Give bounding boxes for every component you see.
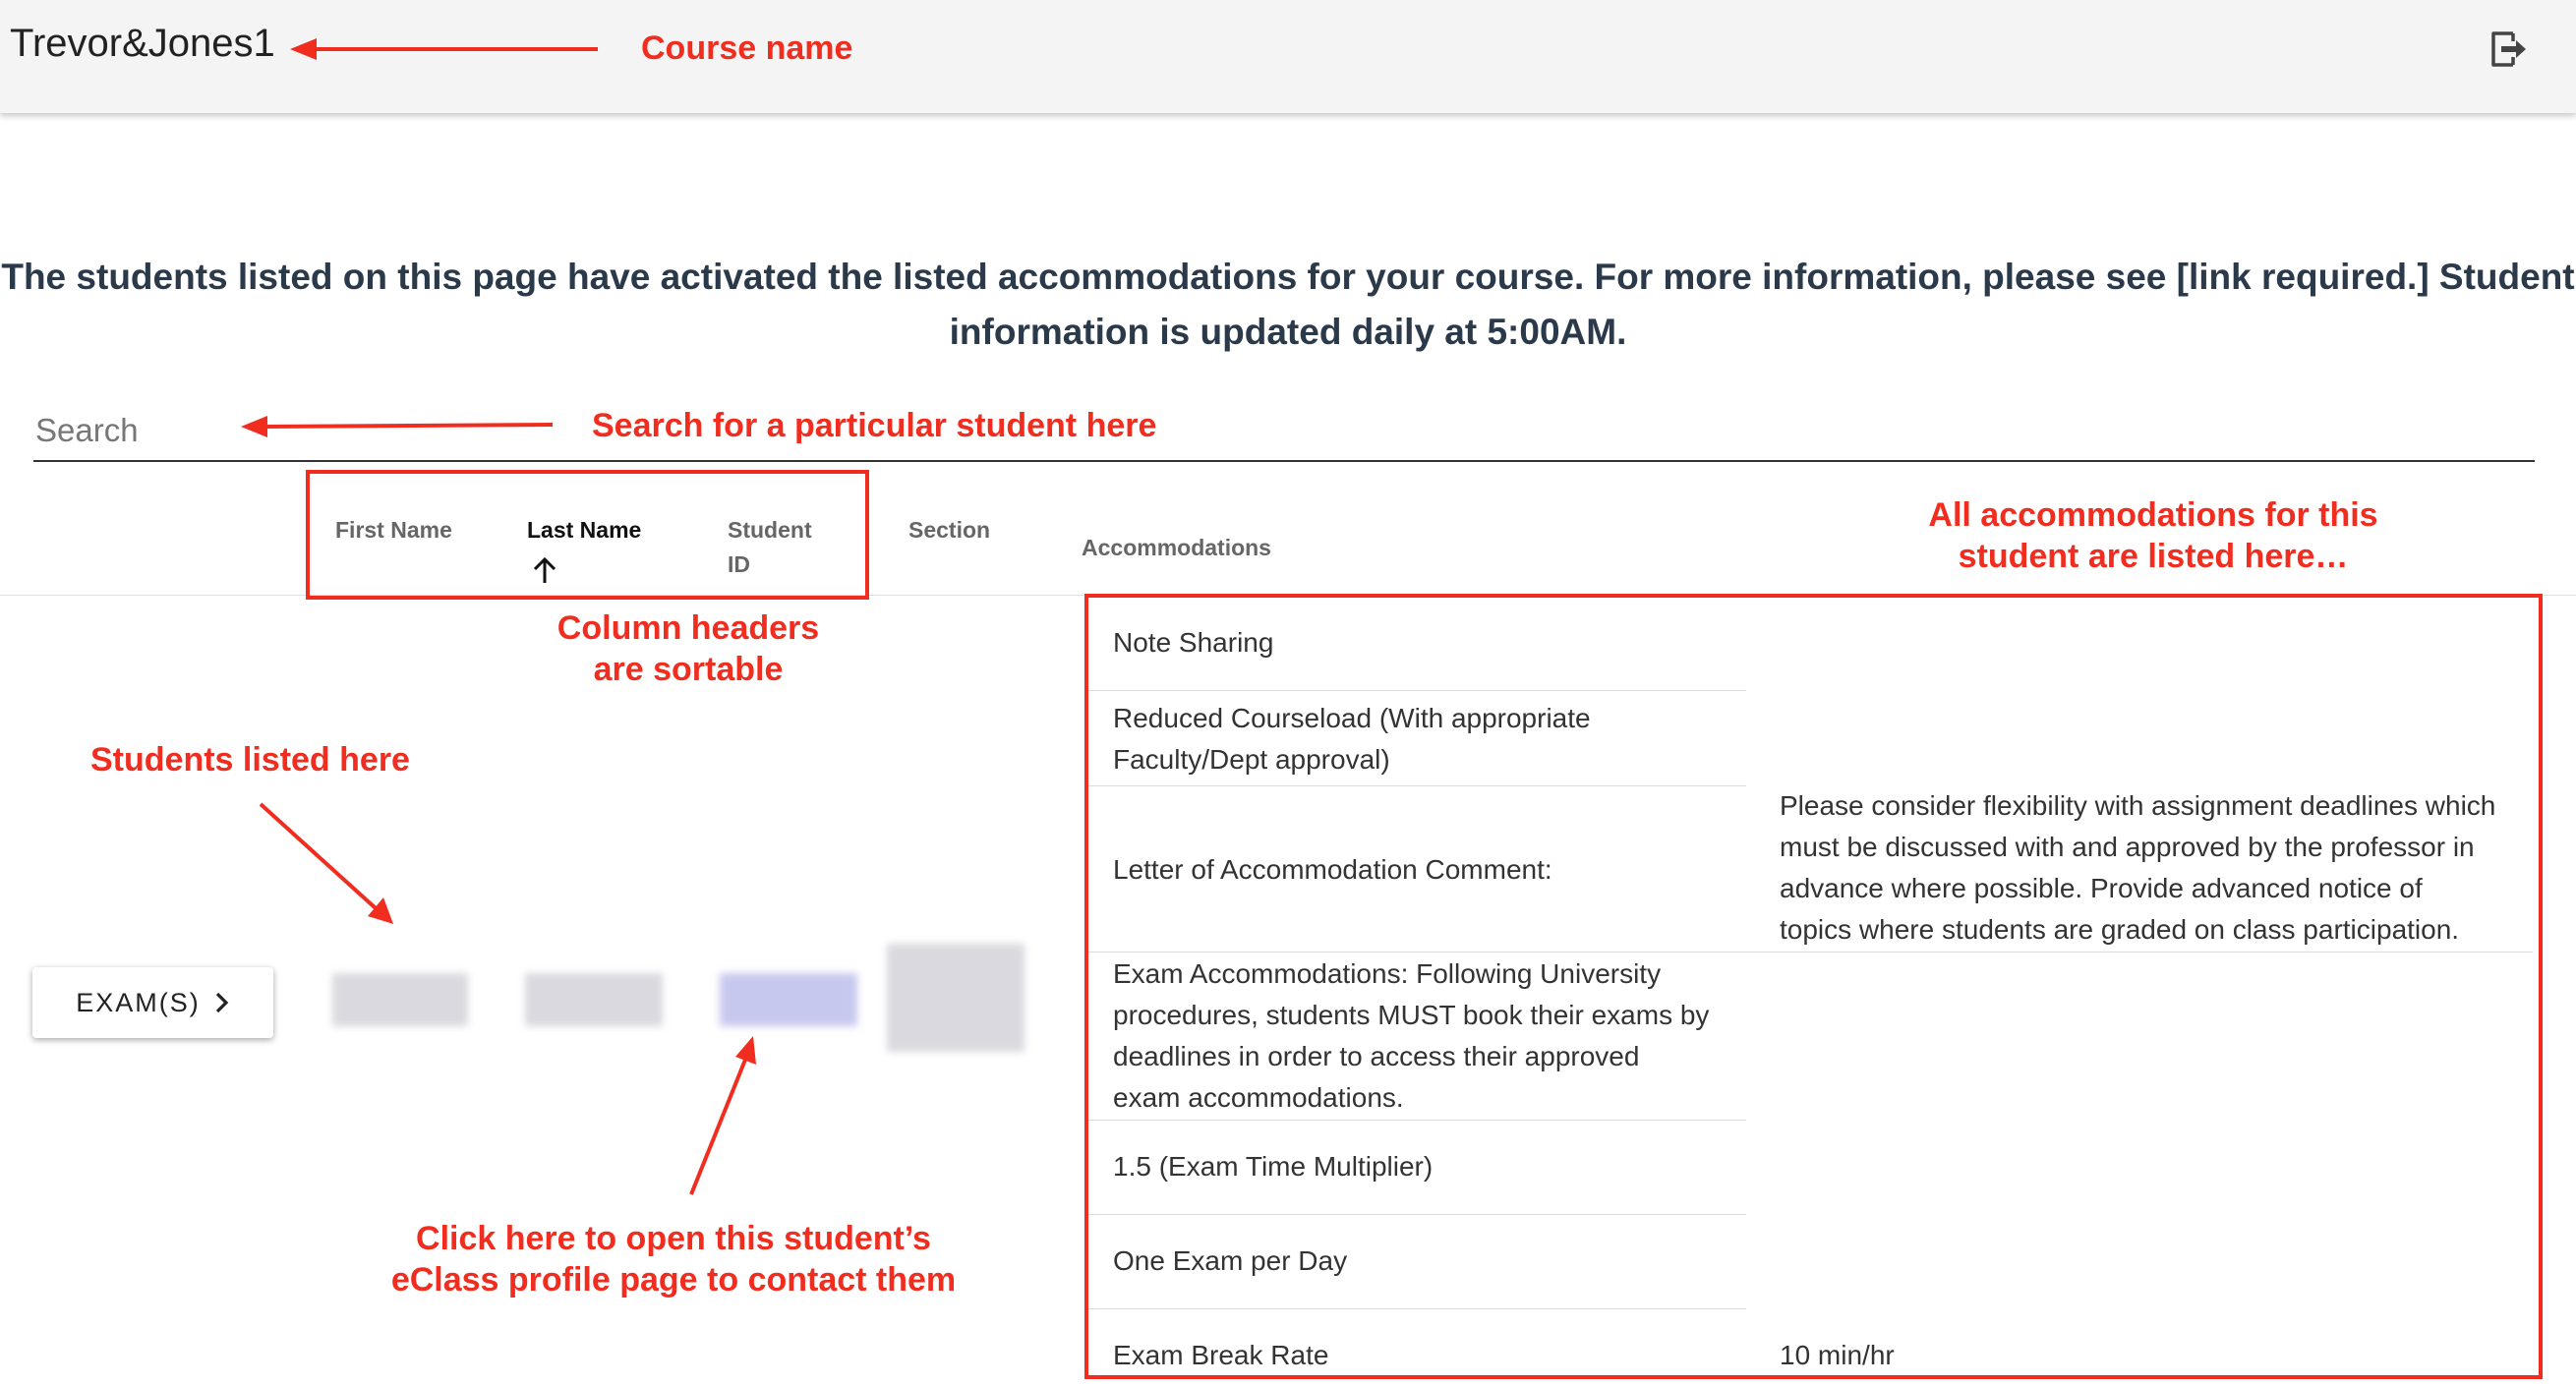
accommodation-value-line: Please consider flexibility with assignment deadlines which <box>1780 790 2496 821</box>
chevron-right-icon <box>214 991 230 1014</box>
course-title: Trevor&Jones1 <box>10 22 275 65</box>
arrow-profile <box>691 1060 745 1194</box>
student-id-line-1: Student <box>728 517 812 543</box>
column-header-accommodations: Accommodations <box>1082 535 1271 560</box>
accommodation-label-line: Letter of Accommodation Comment: <box>1113 854 1552 885</box>
accommodation-label-line: deadlines in order to access their approved <box>1113 1041 1640 1071</box>
annotation-sortable <box>492 607 885 690</box>
accommodation-label-line: procedures, students MUST book their exams by <box>1113 1000 1710 1030</box>
annotation-students-listed: Students listed here <box>90 741 410 779</box>
accommodation-label-line: 1.5 (Exam Time Multiplier) <box>1113 1151 1434 1182</box>
column-header-first-name[interactable]: First Name <box>335 517 452 543</box>
arrow-students <box>261 804 376 908</box>
annotation-all-accommodations <box>1858 494 2448 577</box>
accommodation-value-line: 10 min/hr <box>1780 1340 1895 1370</box>
annotation-click-profile-line-2: eClass profile page to contact them <box>390 1261 957 1299</box>
annotation-search: Search for a particular student here <box>592 407 1157 444</box>
accommodation-label-line: exam accommodations. <box>1113 1082 1404 1113</box>
exams-button[interactable] <box>32 967 273 1038</box>
arrow-profile-head <box>735 1036 756 1065</box>
last-name-redacted <box>525 973 663 1026</box>
annotation-all-accommodations-line-2: student are listed here… <box>1958 538 2349 575</box>
section-redacted <box>887 944 1025 1052</box>
search-underline <box>33 460 2535 462</box>
accommodation-label-line: Faculty/Dept approval) <box>1113 744 1390 775</box>
intro-line-1: The students listed on this page have activated the listed accommodations for your course. For more information, please see [link required.] Student <box>1 257 2575 297</box>
annotation-course-name: Course name <box>641 29 853 67</box>
search-input[interactable] <box>33 405 529 456</box>
logout-icon[interactable] <box>2488 28 2529 71</box>
column-header-last-name[interactable]: Last Name <box>527 517 642 543</box>
student-id-line-2: ID <box>728 551 750 577</box>
annotation-all-accommodations-line-1: All accommodations for this <box>1928 496 2378 534</box>
annotation-click-profile <box>354 1218 993 1300</box>
arrow-students-head <box>368 897 393 924</box>
accommodation-value-line: advance where possible. Provide advanced notice of <box>1780 873 2423 903</box>
intro-line-2: information is updated daily at 5:00AM. <box>949 312 1627 352</box>
student-id-link[interactable] <box>720 973 857 1026</box>
exams-button-label: EXAM(S) <box>76 987 201 1017</box>
accommodation-value-line: topics where students are graded on class participation. <box>1780 914 2460 945</box>
annotation-box-accommodations <box>1084 594 2543 1379</box>
intro-text <box>0 250 2576 360</box>
column-header-section[interactable]: Section <box>908 517 991 543</box>
accommodation-label-line: Reduced Courseload (With appropriate <box>1113 703 1591 733</box>
accommodation-label-line: Note Sharing <box>1113 627 1274 658</box>
app-header <box>0 0 2576 113</box>
annotation-sortable-line-2: are sortable <box>593 651 784 688</box>
annotation-click-profile-line-1: Click here to open this student’s <box>416 1220 931 1257</box>
accommodation-value-line: must be discussed with and approved by the professor in <box>1780 832 2475 862</box>
accommodation-label-line: One Exam per Day <box>1113 1245 1348 1276</box>
accommodation-label-line: Exam Break Rate <box>1113 1340 1329 1370</box>
annotation-box-column-headers <box>306 470 869 600</box>
first-name-redacted <box>332 973 468 1026</box>
annotation-sortable-line-1: Column headers <box>556 609 820 647</box>
accommodation-label-line: Exam Accommodations: Following University <box>1113 958 1662 989</box>
